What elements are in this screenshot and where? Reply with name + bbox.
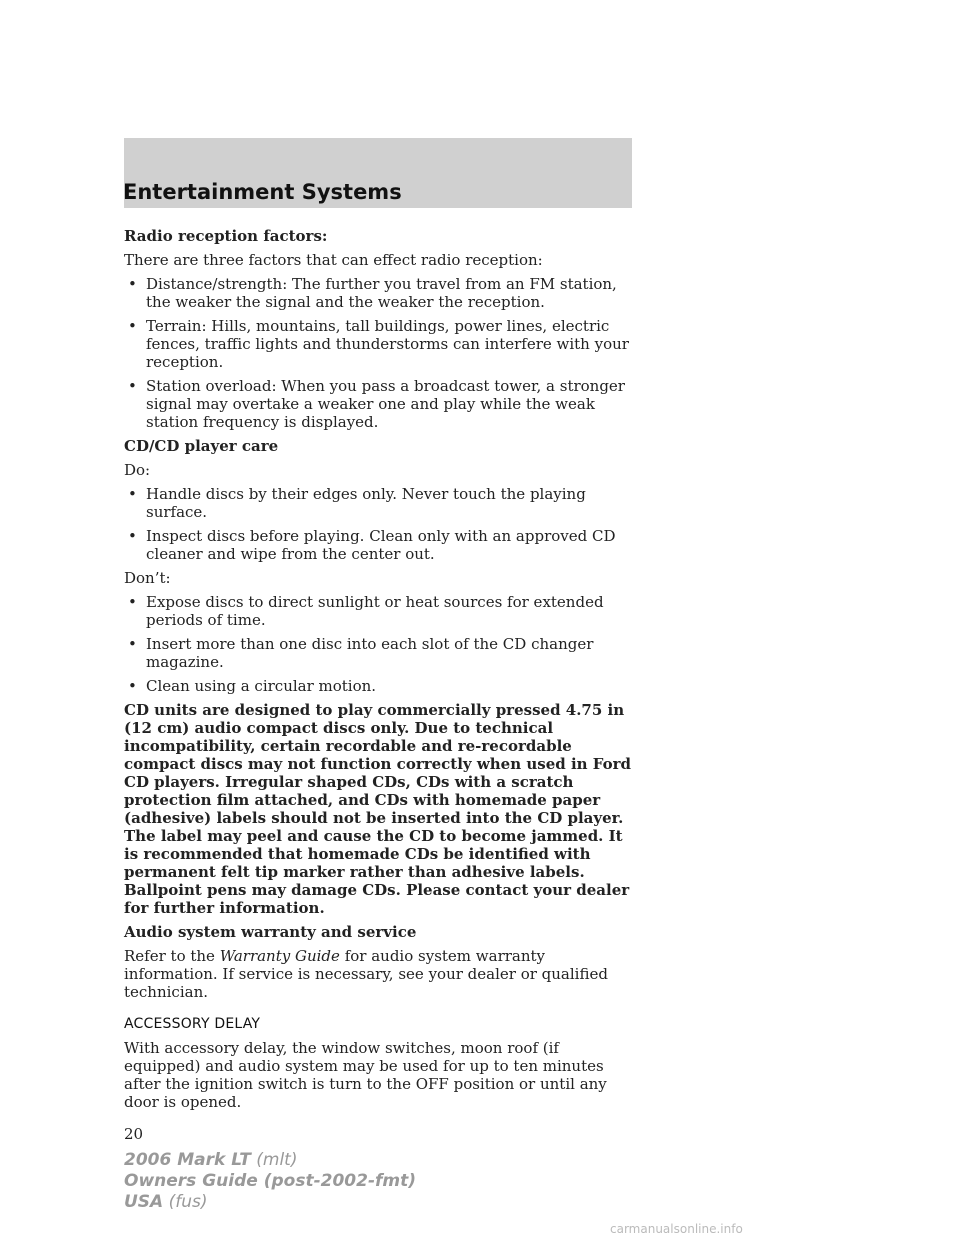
cd-care-heading: CD/CD player care — [124, 437, 279, 455]
bullet-icon: • — [128, 317, 137, 335]
warranty-guide-title: Warranty Guide — [219, 947, 340, 965]
radio-heading: Radio reception factors: — [124, 227, 328, 245]
do-label: Do: — [124, 461, 151, 479]
document-footer — [124, 1150, 416, 1213]
list-item: • Station overload: When you pass a broadcast tower, a stronger signal may overtake a weaker one and play while the weak station frequency is displayed. — [128, 377, 625, 431]
list-item: • Handle discs by their edges only. Never touch the playing surface. — [128, 485, 586, 521]
bullet-icon: • — [128, 635, 137, 653]
list-item: • Inspect discs before playing. Clean only with an approved CD cleaner and wipe from the center out. — [128, 527, 616, 563]
page-content — [124, 227, 638, 1143]
list-item: • Distance/strength: The further you travel from an FM station, the weaker the signal and the weaker the reception. — [128, 275, 617, 311]
bullet-icon: • — [128, 527, 137, 545]
page-title: Entertainment Systems — [123, 180, 402, 204]
accessory-delay-heading: ACCESSORY DELAY — [124, 1016, 261, 1032]
bullet-icon: • — [128, 485, 137, 503]
list-item: • Clean using a circular motion. — [128, 677, 377, 695]
warranty-paragraph: Refer to the Warranty Guide for audio system warranty information. If service is necessary, see your dealer or qualified technician. — [124, 947, 608, 1001]
radio-bullet-list — [124, 275, 638, 431]
list-item: • Expose discs to direct sunlight or heat sources for extended periods of time. — [128, 593, 604, 629]
footer-line-region: USA (fus) — [124, 1192, 208, 1212]
dont-bullet-list — [124, 593, 638, 695]
cd-warning-paragraph: CD units are designed to play commercially pressed 4.75 in (12 cm) audio compact discs only. Due to technical incompatibility, certain recordable and re-recordable compact discs may not function correctly when used in Ford CD players. Irregular shaped CDs, CDs with a scratch protection film attached, and CDs with homemade paper (adhesive) labels should not be inserted into the CD player. The label may peel and cause the CD to become jammed. It is recommended that homemade CDs be identified with permanent felt tip marker rather than adhesive labels. Ballpoint pens may damage CDs. Please contact your dealer for further information. — [124, 701, 632, 917]
page-number: 20 — [124, 1125, 144, 1143]
footer-line-guide: Owners Guide (post-2002-fmt) — [124, 1171, 417, 1191]
footer-line-model: 2006 Mark LT (mlt) — [124, 1150, 298, 1170]
dont-label: Don’t: — [124, 569, 171, 587]
list-item: • Insert more than one disc into each slot of the CD changer magazine. — [128, 635, 594, 671]
bullet-icon: • — [128, 677, 137, 695]
watermark: carmanualsonline.info — [610, 1222, 743, 1236]
bullet-icon: • — [128, 593, 137, 611]
do-bullet-list — [124, 485, 638, 563]
list-item: • Terrain: Hills, mountains, tall buildings, power lines, electric fences, traffic lights and thunderstorms can interfere with your reception. — [128, 317, 629, 371]
bullet-icon: • — [128, 377, 137, 395]
radio-intro: There are three factors that can effect radio reception: — [124, 251, 543, 269]
bullet-icon: • — [128, 275, 137, 293]
warranty-heading: Audio system warranty and service — [124, 923, 417, 941]
accessory-delay-paragraph: With accessory delay, the window switches, moon roof (if equipped) and audio system may be used for up to ten minutes after the ignition switch is turn to the OFF position or until any door is opened. — [124, 1039, 607, 1111]
